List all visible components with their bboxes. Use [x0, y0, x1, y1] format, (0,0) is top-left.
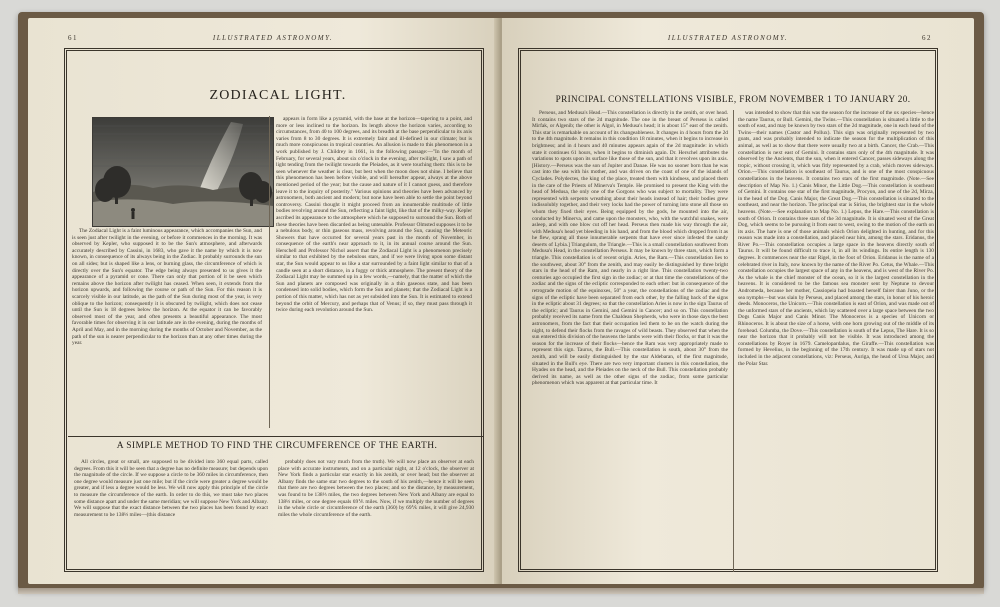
constellations-col-2-text: was intended to show that this was the season for the increase of the ox species—hence the name Taurus, or Bull. Gemini, the Twins.—This constellation is situated a little to the south of east, and may be known by two stars of the 2d magnitude, one in each head of the Twins—their names (Castor and Pollux). This sign was originally represented by two goats, and was probably intended to indicate the season for the multiplication of this animal, as well as to show that there were usually two at a birth. Cancer, the Crab.—This constellation is next east of Gemini. It contains stars only of the 4th magnitude. It was observed by the Ancients, that the sun, when it entered Cancer, passes sideways along the tropic, without crossing it, which was fitly represented by a crab, which moves sideways. Orion.—This constellation is southeast of Taurus, and is one of the most conspicuous constellations in the heavens. It contains two stars of the first magnitude. (Note.—See description of Map No. 1.) Canis Minor, the Little Dog.—This constellation is southeast of Gemini. It contains one star of the first magnitude, Procyon, and one of the 2d, Mirza, in the head of the Dog. Canis Major, the Great Dog.—This constellation is situated to the southeast, and near the horizon. The principal star is Sirius, the brightest star in the whole heavens. (Note.—See explanation to Map No. 1.) Lepus, the Hare.—This constellation is south of Orion. It contains three stars of the 3d magnitude. It is situated west of the Great Dog, which seems to be pursuing it from east to west, owing to the motion of the earth on its axis. The hare is one of those animals which Orion delighted in hunting, and for this reason was made into a constellation, and placed near him, among the stars. Eridanus, the River Po.—This constellation occupies a large space in the heavens directly south of Taurus. It will be found difficult to trace it, in all its windings. Its entire length is 130 degrees. It commences near the star Rigel, in the foot of Orion. Eridanus is the name of a celebrated river in Italy, now known by the name of the River Po. Cetus, the Whale.—This constellation occupies the largest space of any in the heavens, and is west of the River Po. As the whale is the chief monster of the ocean, so it is the largest constellation in the heavens. It is considered to be the famous sea monster sent by Neptune to devour Andromeda, because her mother, Cassiopeia had boasted herself fairer than Juno, or the sea nymphs—but was slain by Perseus, and placed among the stars, in honor of his heroic deeds. Monoceros, the Unicorn.—This constellation is east of Orion, and was made out of the unformed stars of the ancients, which lay scattered over a large space between the two Dogs Canis Major and Canis Minor. The Monoceros is a species of Unicorn or Rhinoceros. It is about the size of a horse, with one horn growing out of the middle of its forehead. Columba, the Dove.—This constellation is south of the Lepus, The Hare. It is so near the horizon that it probably will not be visible. It was introduced among the constellations by Royer in 1679. Camelopardalus, the Giraffe.—This constellation was formed by Hevelius, in the beginning of the 17th century. It was made up of stars not included in the adjacent constellations, viz: Perseus, Auriga, the head of Ursa Major, and the Polar Star. [738, 110, 934, 367]
section-rule [68, 436, 484, 437]
circumference-col-2-text: probably does not vary much from the truth). We will now place an observer at each place with accurate instruments, and on a particular night, at 12 o'clock, the observer at New York finds a particular star exactly in his zenith, or over head; but the observer at Albany finds the same star two degrees to the south of his zenith,—hence it will be seen that there are two degrees between the two places; and so the distance, by measurement, was found to be 138⅓ miles, the two degrees between New York and Albany are equal to 138⅓ miles, or one degree equals 69⅙ miles. Now, if we multiply the number of degrees in the whole circle or circumference of the earth (360) by 69⅙ miles, it will give 24,930 miles the whole circumference of the earth. [278, 459, 474, 518]
left-running-title: ILLUSTRATED ASTRONOMY. [212, 34, 334, 42]
circumference-col-1 [74, 459, 268, 569]
zodiacal-light-title: ZODIACAL LIGHT. [209, 88, 347, 103]
zodiacal-light-engraving [92, 117, 274, 227]
circumference-col-1-text: All circles, great or small, are supposed to be divided into 360 equal parts, called degrees. From this it will be seen that a degree has no definite measure; but depends upon the magnitude of the circle. If we suppose a circle to be 360 miles in circumference, then one degree would measure just one mile; but if the circle were greater a degree would be greater, and if less a degree would be less. We will now apply this principle of the circle to measure the circumference of the earth. In order to do this, we must take two places some distance apart and under the same meridian; we will suppose New York and Albany. We will suppose that the exact distance between the two places has been found by exact measurement to be 138⅓ miles—(this distance [74, 459, 268, 518]
right-page [502, 18, 974, 584]
constellations-col-1 [532, 110, 728, 576]
book-spread [18, 12, 984, 590]
zodiacal-col-2-text: appears in form like a pyramid, with the base at the horizon—tapering to a point, and more or less inclined to the horizon. Its length above the horizon varies, according to circumstances, from 40 to 100 degrees, and its breadth at the base perpendicular to its axis varies from 8 to 30 degrees. It is extremely faint and ill-defined in our climate; but is much more conspicuous in tropical countries. An allusion is made to this phenomenon in a work published by J. Childrey in 1661, in the following passage:—"In the month of February, for several years, about six o'clock in the evening, after twilight, I saw a path of light tending from the twilight towards the Pleiades, as it were touching them: this is to be seen whenever the weather is clear, but best when the moon does not shine. I believe that this phenomenon has been before visible, and will hereafter appear, always at the above mentioned period of the year; but the cause and nature of it I cannot guess, and therefore leave it to the inquiry of posterity." Various opinions and theories have been advanced by astronomers, both ancient and modern; but none have been able to settle the point beyond controversy. Cassini thought it might proceed from an innumerable multitude of little bodies revolving around the Sun, reflecting a faint light, like that of the milky-way. Kepler ascribed its appearance to the atmosphere which he supposed to surround the Sun. Both of these theories have been discarded as being untenable. Professor Olmsted supposes it to be a nebulous body, or thin gaseous mass, revolving around the Sun, causing the Meteoric Showers that have occurred for several years past in the month of November, in consequence of the earth's near approach to it, in its annual course around the Sun. Herschell and Professor Nichol assert that the Zodiacal Light is a phenomenon precisely similar to that exhibited by the nebulous stars, and if we were living upon some distant star, the Sun would appear to us like a star surrounded by a faint light similar to that of a candle seen at a short distance, in a foggy or thick atmosphere. The present theory of the Zodiacal Light may be summed up in a few words,—namely, that the matter of which the Sun and planets are composed was originally in a thin gaseous state, and has been condensed into solid bodies, which form the Sun and planets; that the Zodiacal Light is a portion of this matter, which has not as yet subsided into the Sun. It is estimated to extend beyond the orbit of Mercury, and perhaps that of Venus; if so, they must pass through it twice during each revolution around the Sun. [276, 116, 472, 314]
left-page [28, 18, 500, 584]
engraving-image [93, 118, 273, 226]
left-column-divider [269, 116, 270, 428]
left-page-number: 61 [68, 34, 78, 42]
zodiacal-col-1-text: The Zodiacal Light is a faint luminous appearance, which accompanies the Sun, and is seen just after twilight in the evening, or before it commences in the morning. It was observed by Kepler, who supposed it to be the Sun's atmosphere, and afterwards accurately described by Cassini, in 1683, who gave it the name by which it is now known, in consequence of its always being in the Zodiac. It probably surrounds the sun on all sides; but is shaped like a lens, or burning glass, the circumference of which is directly over the Sun's equator. The edge being always presented to us gives it the appearance of a pyramid or cone. There can only that portion of it be seen which remains above the horizon after twilight has ceased. When seen, it extends from the horizon upwards, and following the course or path of the Sun. For this reason it is scarcely visible in our latitude, as the path of the Sun during most of the year, is very oblique to the horizon; consequently it is obscured by twilight, which does not cease until the Sun is 18 degrees below the horizon. At the equator it can be favorably observed most of the year, and often presents a beautiful appearance. The most favorable times for observing it in our latitude are in the evening, during the months of April and May, and in the morning during the months of October and November, as the path of the sun is nearer perpendicular to the horizon than at any other times during the year. [72, 228, 262, 347]
right-page-number: 62 [922, 34, 932, 42]
constellations-col-1-text: Perseus, and Medusa's Head.—This constellation is directly in the zenith, or over head. It contains two stars of the 2d magnitude. The one in the breast of Perseus is called Mirfak, or Algenib; the other is Algol, in Medusa's head; it is about 15° east of the zenith. This star is remarkable on account of its changeableness. It changes in 4 hours from the 2d to the 4th magnitude. It remains in this condition 18 minutes, when it begins to increase in brightness; and in 4 hours and 40 minutes appears again of the 2d magnitude: in which state it continues 61 hours, when it begins to diminish again. Dr. Herschel attributes the variations to spots upon its surface like those of the sun, and that it revolves upon its axis. [History.—Perseus was the son of Jupiter and Danae. He was no sooner born than he was cast into the sea with his mother, and was driven on the coast of one of the islands of Cyclades. Polydectes, the king of the place, treated them with kindness, and placed them in the care of the Priests of Minerva's Temple. He promised to present the King with the head of Medusa, the only one of the Gorgons who was subject to mortality. They were represented with serpents wreathing about their heads instead of hair; their bodies grew indissolubly together, and their very locks had the power of turning into stone all those on whom they fixed their eyes. Being equipped by the gods, he mounted into the air, conducted by Minerva, and came upon the monsters, who, with the watchful snakes, were asleep, and with one blow cut off her head. Perseus then made his way through the air, with Medusa's head yet bleeding in his hand, and from the blood which dropped from it as he flew, sprang all those innumerable serpents that have ever since infested the sandy deserts of Lybia.] Triangulum, the Triangle.—This is a small constellation southwest from Medusa's Head, in the constellation Perseus. It may be known by three stars, which form a triangle. This constellation is of recent origin. Aries, the Ram.—This constellation lies to the southwest, about 30° from the zenith, and may easily be distinguished by three bright stars in the head of the Ram, and nearly in a right line. This constellation twenty-two centuries ago occupied the first sign in the zodiac; or at that time the constellations of the zodiac and the signs of the ecliptic corresponded to each other: but in consequence of the retrograde motion of the equinoxes, 50" a year, the constellations of the zodiac and the signs of the ecliptic have been separated from each other, by the falling back of the signs in the ecliptic about 31 degrees; so that the constellation Aries is now in the sign Taurus of the ecliptic; and Taurus in Gemini, and Gemini in Cancer; and so on. This constellation probably received its name from the Chaldean Shepherds, who were in those days the best astronomers, from the fact that their occupation led them to be on the watch during the night, to defend their flocks from the ravages of wild beasts. They observed that when the sun entered this division of the heavens the lambs were with their flocks, or that it was the season for the increase of their flocks—hence the Ram was very appropriately made to represent this sign. Taurus, the Bull.—This constellation is south, about 30° from the zenith, and will be easily distinguished by the star Aldebaran, of the first magnitude, situated in the Bull's eye. There are two very important clusters in this constellation, the Hyades on the head, and the Pleiades on the neck of the Bull. This constellation probably derived its name, as well as the other signs of the zodiac, from some particular phenomenon which was apparent at that particular time. It [532, 110, 728, 387]
zodiacal-col-2 [276, 116, 472, 432]
constellations-title: PRINCIPAL CONSTELLATIONS VISIBLE, FROM NOVEMBER 1 TO JANUARY 20. [555, 94, 911, 104]
circumference-col-2 [278, 459, 474, 569]
constellations-col-2 [738, 110, 934, 576]
right-running-title: ILLUSTRATED ASTRONOMY. [667, 34, 789, 42]
circumference-title: A SIMPLE METHOD TO FIND THE CIRCUMFERENCE OF THE EARTH. [116, 441, 438, 451]
right-column-divider [733, 110, 734, 572]
zodiacal-col-1 [72, 228, 262, 432]
